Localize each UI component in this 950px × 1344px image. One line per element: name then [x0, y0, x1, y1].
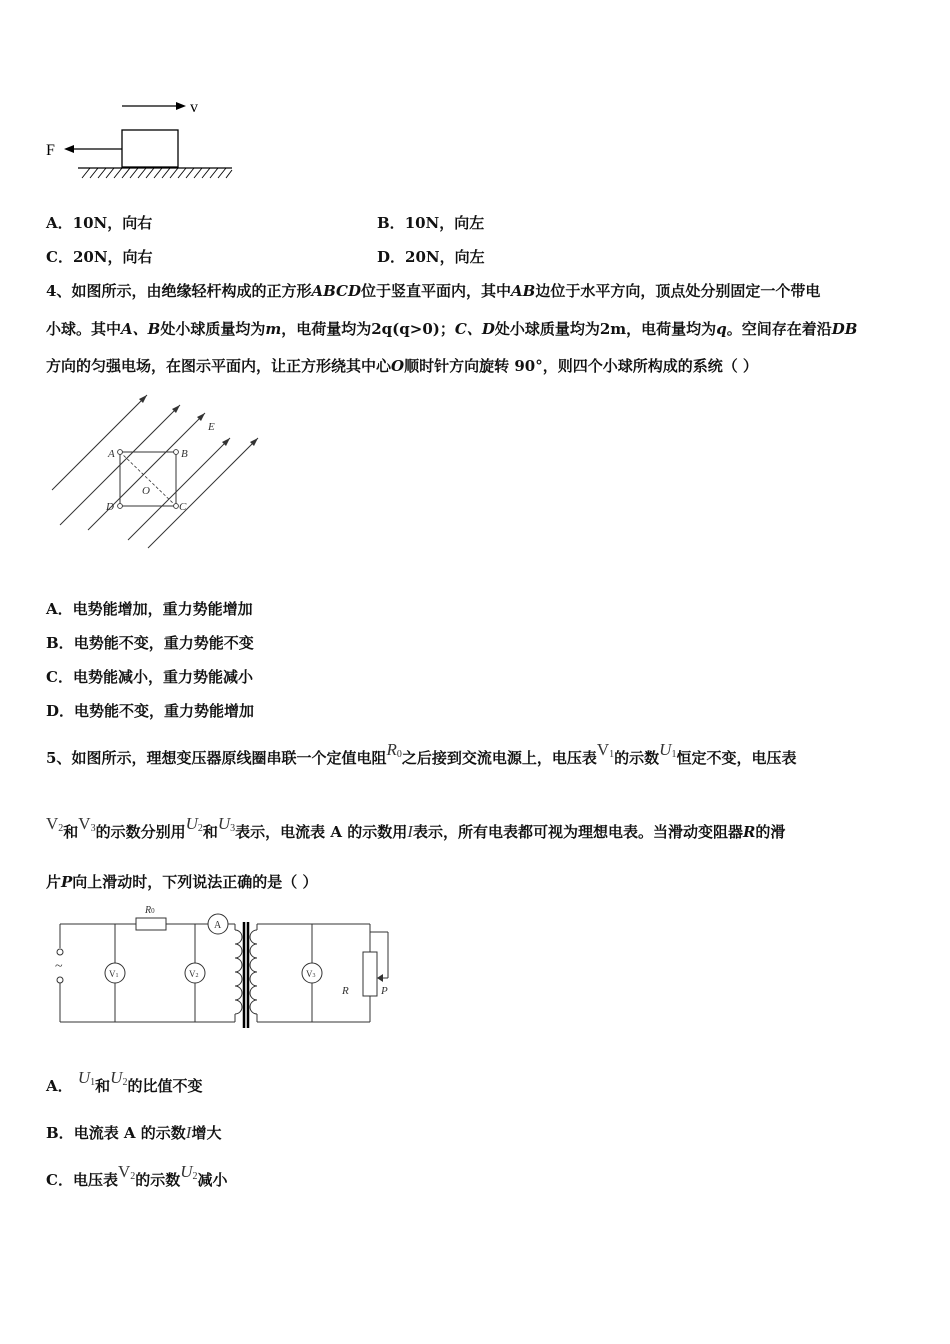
v3-meter-label: V3 — [306, 969, 316, 979]
vertex-b-label: B — [181, 448, 188, 460]
option-text: 20N，向左 — [405, 248, 485, 266]
option-letter: A． — [46, 1077, 73, 1095]
vertex-c-label: C — [179, 501, 187, 513]
question-number: 5、 — [46, 749, 72, 767]
v1-meter-label: V1 — [109, 969, 119, 979]
q3-option-d[interactable] — [377, 246, 485, 267]
option-text: 的比值不变 — [127, 1077, 203, 1095]
q5-option-c[interactable]: C．电压表$V_2$的示数$U_2$减小 — [46, 1162, 228, 1189]
center-o-label: O — [142, 485, 150, 497]
q3-option-a[interactable] — [46, 212, 152, 233]
option-letter: C． — [46, 248, 73, 266]
option-letter: A． — [46, 600, 73, 618]
option-letter: B． — [46, 1124, 74, 1142]
q5-stem-line-1: 5、如图所示，理想变压器原线圈串联一个定值电阻$R_0$之后接到交流电源上，电压表$V_1$的示数$U_1$恒定不变，电压表 — [46, 740, 797, 767]
q4-option-b[interactable] — [46, 632, 254, 653]
q5-option-a[interactable]: A． $U_1$和$U_2$的比值不变 — [46, 1068, 203, 1095]
q4-stem-line-3: 方向的匀强电场，在图示平面内，让正方形绕其中心O顺时针方向旋转 90°，则四个小球所构成的系统（ ） — [46, 357, 758, 375]
q5-circuit-figure — [50, 900, 400, 1035]
q4-option-d[interactable] — [46, 700, 254, 721]
q4-stem-line-2: 小球。其中A、B处小球质量均为m，电荷量均为2q(q>0)；C、D处小球质量均为2m，电荷量均为q。空间存在着沿DB — [46, 320, 858, 338]
r0-label: R0 — [145, 905, 155, 916]
option-letter: B． — [46, 634, 74, 652]
q4-option-c[interactable] — [46, 666, 253, 687]
option-letter: A． — [46, 214, 73, 232]
option-text: 电势能不变，重力势能不变 — [73, 634, 254, 652]
option-text: 电势能减小，重力势能减小 — [72, 668, 253, 686]
ac-source-symbol: ~ — [55, 959, 63, 974]
q4-field-figure — [40, 390, 280, 550]
q3-option-b[interactable] — [377, 212, 484, 233]
vertex-d-label: D — [106, 501, 114, 513]
q5-option-b[interactable]: B．电流表 A 的示数I增大 — [46, 1123, 222, 1142]
option-letter: D． — [377, 248, 406, 266]
force-label: F — [46, 142, 55, 159]
option-text: 电势能增加，重力势能增加 — [72, 600, 253, 618]
slider-label: P — [381, 985, 388, 997]
option-text: 电势能不变，重力势能增加 — [74, 702, 255, 720]
q5-stem-line-3: 片P向上滑动时，下列说法正确的是（ ） — [46, 873, 318, 891]
velocity-label: v — [190, 99, 198, 116]
ammeter-label: A — [214, 920, 222, 931]
question-number: 4、 — [46, 282, 72, 300]
q3-force-figure — [40, 90, 250, 190]
option-letter: B． — [377, 214, 405, 232]
vertex-a-label: A — [108, 448, 115, 460]
q5-stem-line-2: $V_2$和$V_3$的示数分别用$U_2$和$U_3$表示，电流表 A 的示数用I表示，所有电表都可视为理想电表。当滑动变阻器R的滑 — [46, 814, 786, 841]
q4-option-a[interactable] — [46, 598, 253, 619]
option-letter: C． — [46, 1171, 73, 1189]
option-letter: C． — [46, 668, 73, 686]
option-text: 10N，向左 — [404, 214, 485, 232]
rheostat-label: R — [342, 985, 349, 997]
q4-stem-line-1: 4、如图所示，由绝缘轻杆构成的正方形ABCD位于竖直平面内，其中AB边位于水平方向，顶点处分别固定一个带电 — [46, 282, 821, 300]
option-text: 10N，向右 — [72, 214, 153, 232]
q3-option-c[interactable] — [46, 246, 153, 267]
option-letter: D． — [46, 702, 75, 720]
option-text: 20N，向右 — [72, 248, 153, 266]
field-label: E — [208, 421, 215, 433]
v2-meter-label: V2 — [189, 969, 199, 979]
